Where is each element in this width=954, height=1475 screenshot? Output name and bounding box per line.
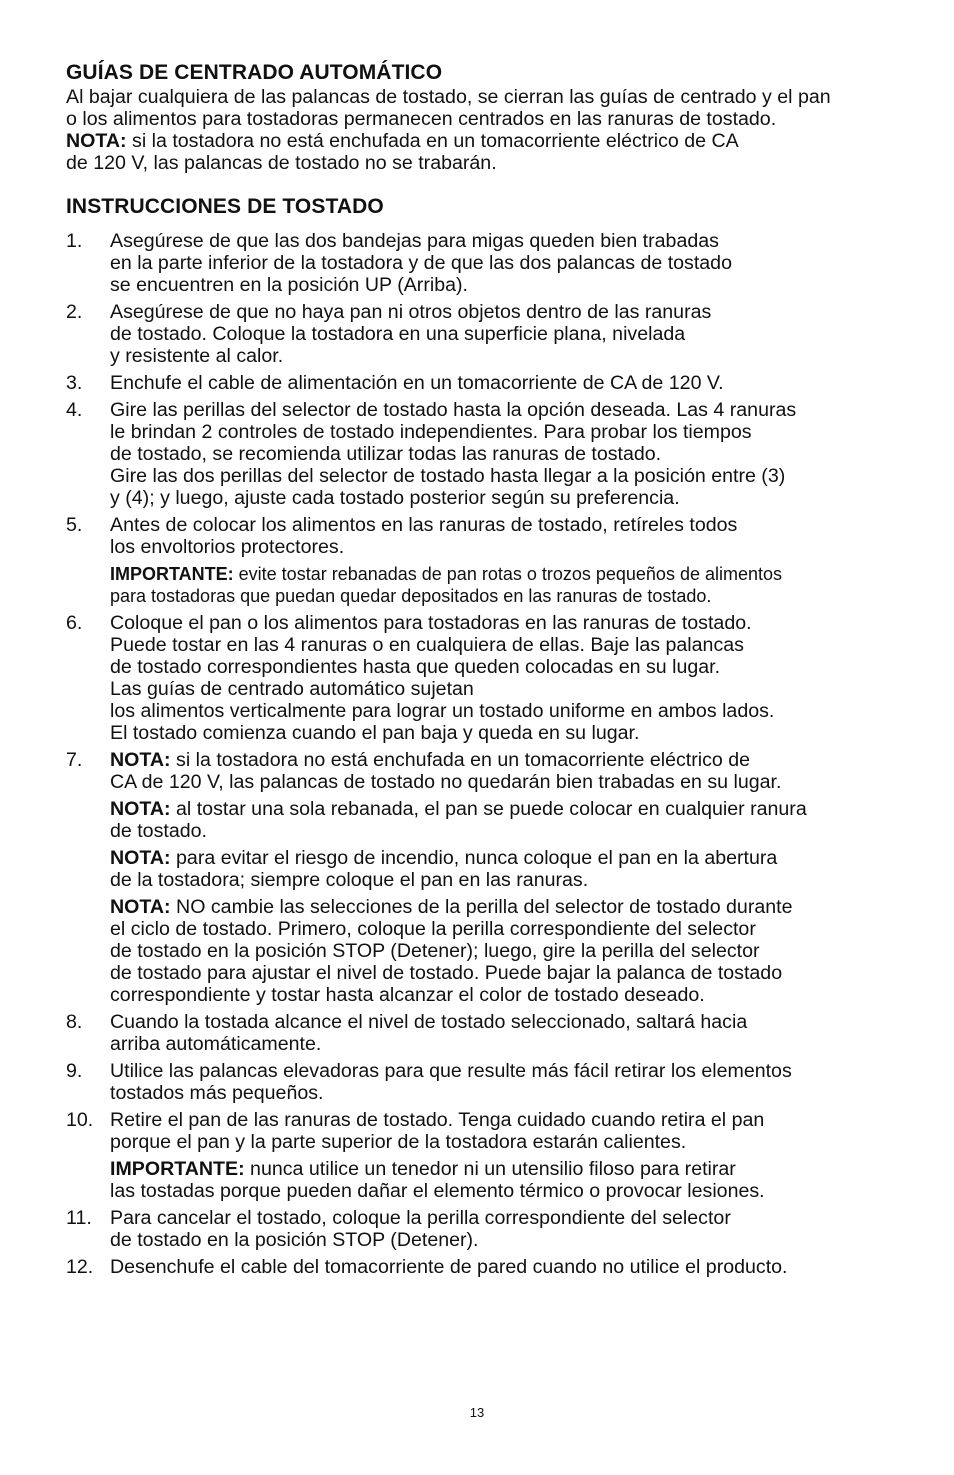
note-label: NOTA: — [66, 130, 127, 152]
list-item — [66, 1011, 886, 1055]
important-text: nunca utilice un tenedor ni un utensilio filoso para retirar — [244, 1158, 736, 1180]
text-line: tostados más pequeños. — [110, 1082, 324, 1104]
note-label: NOTA: — [110, 896, 171, 918]
note-line — [110, 896, 886, 918]
step-text — [110, 301, 886, 367]
note-text: NO cambie las selecciones de la perilla del selector de tostado durante — [170, 896, 793, 918]
important-label: IMPORTANTE: — [110, 1158, 245, 1180]
step-text — [110, 1109, 886, 1202]
important-line: las tostadas porque pueden dañar el elemento térmico o provocar lesiones. — [110, 1180, 765, 1202]
note-label: NOTA: — [110, 798, 171, 820]
step-text — [110, 749, 886, 1006]
text-line: Desenchufe el cable del tomacorriente de pared cuando no utilice el producto. — [110, 1256, 788, 1278]
text-line: arriba automáticamente. — [110, 1033, 322, 1055]
note-text: si la tostadora no está enchufada en un tomacorriente eléctrico de — [170, 749, 751, 771]
step-number: 5. — [66, 514, 83, 536]
text-line: Cuando la tostada alcance el nivel de tostado seleccionado, saltará hacia — [110, 1011, 748, 1033]
text-line: en la parte inferior de la tostadora y de que las dos palancas de tostado — [110, 252, 732, 274]
text-line: Al bajar cualquiera de las palancas de tostado, se cierran las guías de centrado y el pan — [66, 86, 831, 108]
paragraph — [66, 86, 886, 174]
list-item — [66, 1060, 886, 1104]
text-line: se encuentren en la posición UP (Arriba). — [110, 274, 468, 296]
text-line: Asegúrese de que las dos bandejas para migas queden bien trabadas — [110, 230, 719, 252]
step-text — [110, 514, 886, 607]
note-line: de 120 V, las palancas de tostado no se trabarán. — [66, 152, 497, 174]
step-number: 11. — [66, 1207, 92, 1229]
step-text — [110, 1060, 886, 1104]
text-line: Las guías de centrado automático sujetan — [110, 678, 474, 700]
note-text: al tostar una sola rebanada, el pan se puede colocar en cualquier ranura — [170, 798, 807, 820]
text-line: Para cancelar el tostado, coloque la perilla correspondiente del selector — [110, 1207, 731, 1229]
text-line: los alimentos verticalmente para lograr un tostado uniforme en ambos lados. — [110, 700, 775, 722]
step-number: 6. — [66, 612, 83, 634]
note-block — [110, 798, 886, 842]
step-number: 9. — [66, 1060, 83, 1082]
text-line: Coloque el pan o los alimentos para tostadoras en las ranuras de tostado. — [110, 612, 752, 634]
note-label: NOTA: — [110, 749, 171, 771]
list-item — [66, 1256, 886, 1278]
list-item — [66, 372, 886, 394]
text-line: de tostado. Coloque la tostadora en una superficie plana, nivelada — [110, 323, 686, 345]
note-block — [110, 896, 886, 1006]
note-block — [110, 749, 886, 793]
note-line: de tostado en la posición STOP (Detener); luego, gire la perilla del selector — [110, 940, 760, 962]
text-line: Retire el pan de las ranuras de tostado. Tenga cuidado cuando retira el pan — [110, 1109, 765, 1131]
important-text: evite tostar rebanadas de pan rotas o trozos pequeños de alimentos — [233, 564, 783, 584]
important-line — [110, 1158, 886, 1180]
text-line: o los alimentos para tostadoras permanecen centrados en las ranuras de tostado. — [66, 108, 777, 130]
note-line: CA de 120 V, las palancas de tostado no quedarán bien trabadas en su lugar. — [110, 771, 782, 793]
step-text — [110, 612, 886, 744]
note-line: de la tostadora; siempre coloque el pan en las ranuras. — [110, 869, 589, 891]
text-line: Puede tostar en las 4 ranuras o en cualquiera de ellas. Baje las palancas — [110, 634, 744, 656]
text-line: Gire las perillas del selector de tostado hasta la opción deseada. Las 4 ranuras — [110, 399, 797, 421]
note-text: si la tostadora no está enchufada en un tomacorriente eléctrico de CA — [126, 130, 739, 152]
list-item — [66, 1207, 886, 1251]
step-text — [110, 230, 886, 296]
list-item — [66, 1109, 886, 1202]
important-block — [110, 563, 886, 607]
text-line: de tostado correspondientes hasta que queden colocadas en su lugar. — [110, 656, 721, 678]
important-block — [110, 1158, 886, 1202]
step-text — [110, 399, 886, 509]
step-text — [110, 1256, 886, 1278]
text-line: porque el pan y la parte superior de la tostadora estarán calientes. — [110, 1131, 687, 1153]
list-item — [66, 230, 886, 296]
step-text — [110, 1011, 886, 1055]
list-item — [66, 399, 886, 509]
step-number: 1. — [66, 230, 83, 252]
section-heading: INSTRUCCIONES DE TOSTADO — [66, 195, 384, 218]
note-block — [110, 847, 886, 891]
note-text: para evitar el riesgo de incendio, nunca coloque el pan en la abertura — [170, 847, 778, 869]
important-line: para tostadoras que puedan quedar depositados en las ranuras de tostado. — [110, 586, 712, 606]
note-line: de tostado para ajustar el nivel de tostado. Puede bajar la palanca de tostado — [110, 962, 783, 984]
note-line — [110, 847, 886, 869]
section-heading: GUÍAS DE CENTRADO AUTOMÁTICO — [66, 61, 443, 84]
step-text — [110, 1207, 886, 1251]
note-line: correspondiente y tostar hasta alcanzar el color de tostado deseado. — [110, 984, 705, 1006]
step-number: 8. — [66, 1011, 83, 1033]
text-line: de tostado en la posición STOP (Detener). — [110, 1229, 479, 1251]
important-line — [110, 563, 886, 585]
document-page — [66, 60, 886, 1283]
note-line — [110, 798, 886, 820]
list-item — [66, 612, 886, 744]
text-line: Gire las dos perillas del selector de tostado hasta llegar a la posición entre (3) — [110, 465, 786, 487]
text-line: Utilice las palancas elevadoras para que resulte más fácil retirar los elementos — [110, 1060, 792, 1082]
page-number: 13 — [469, 1405, 485, 1420]
section-self-centering-guides — [66, 60, 886, 174]
list-item — [66, 514, 886, 607]
text-line: Antes de colocar los alimentos en las ranuras de tostado, retíreles todos — [110, 514, 738, 536]
important-label: IMPORTANTE: — [110, 564, 234, 584]
steps-list — [66, 230, 886, 1278]
text-line: los envoltorios protectores. — [110, 536, 345, 558]
text-line: Enchufe el cable de alimentación en un tomacorriente de CA de 120 V. — [110, 372, 724, 394]
note-line — [110, 749, 886, 771]
text-line: y (4); y luego, ajuste cada tostado posterior según su preferencia. — [110, 487, 680, 509]
step-number: 4. — [66, 399, 83, 421]
list-item — [66, 749, 886, 1006]
note-line: el ciclo de tostado. Primero, coloque la perilla correspondiente del selector — [110, 918, 756, 940]
step-text — [110, 372, 886, 394]
section-toasting-instructions — [66, 194, 886, 1278]
step-number: 10. — [66, 1109, 94, 1131]
text-line: y resistente al calor. — [110, 345, 284, 367]
note-line — [66, 130, 886, 152]
text-line: Asegúrese de que no haya pan ni otros objetos dentro de las ranuras — [110, 301, 712, 323]
text-line: le brindan 2 controles de tostado independientes. Para probar los tiempos — [110, 421, 752, 443]
text-line: El tostado comienza cuando el pan baja y queda en su lugar. — [110, 722, 640, 744]
step-number: 12. — [66, 1256, 94, 1278]
note-line: de tostado. — [110, 820, 207, 842]
step-number: 7. — [66, 749, 83, 771]
list-item — [66, 301, 886, 367]
note-label: NOTA: — [110, 847, 171, 869]
step-number: 3. — [66, 372, 83, 394]
step-number: 2. — [66, 301, 83, 323]
text-line: de tostado, se recomienda utilizar todas las ranuras de tostado. — [110, 443, 662, 465]
